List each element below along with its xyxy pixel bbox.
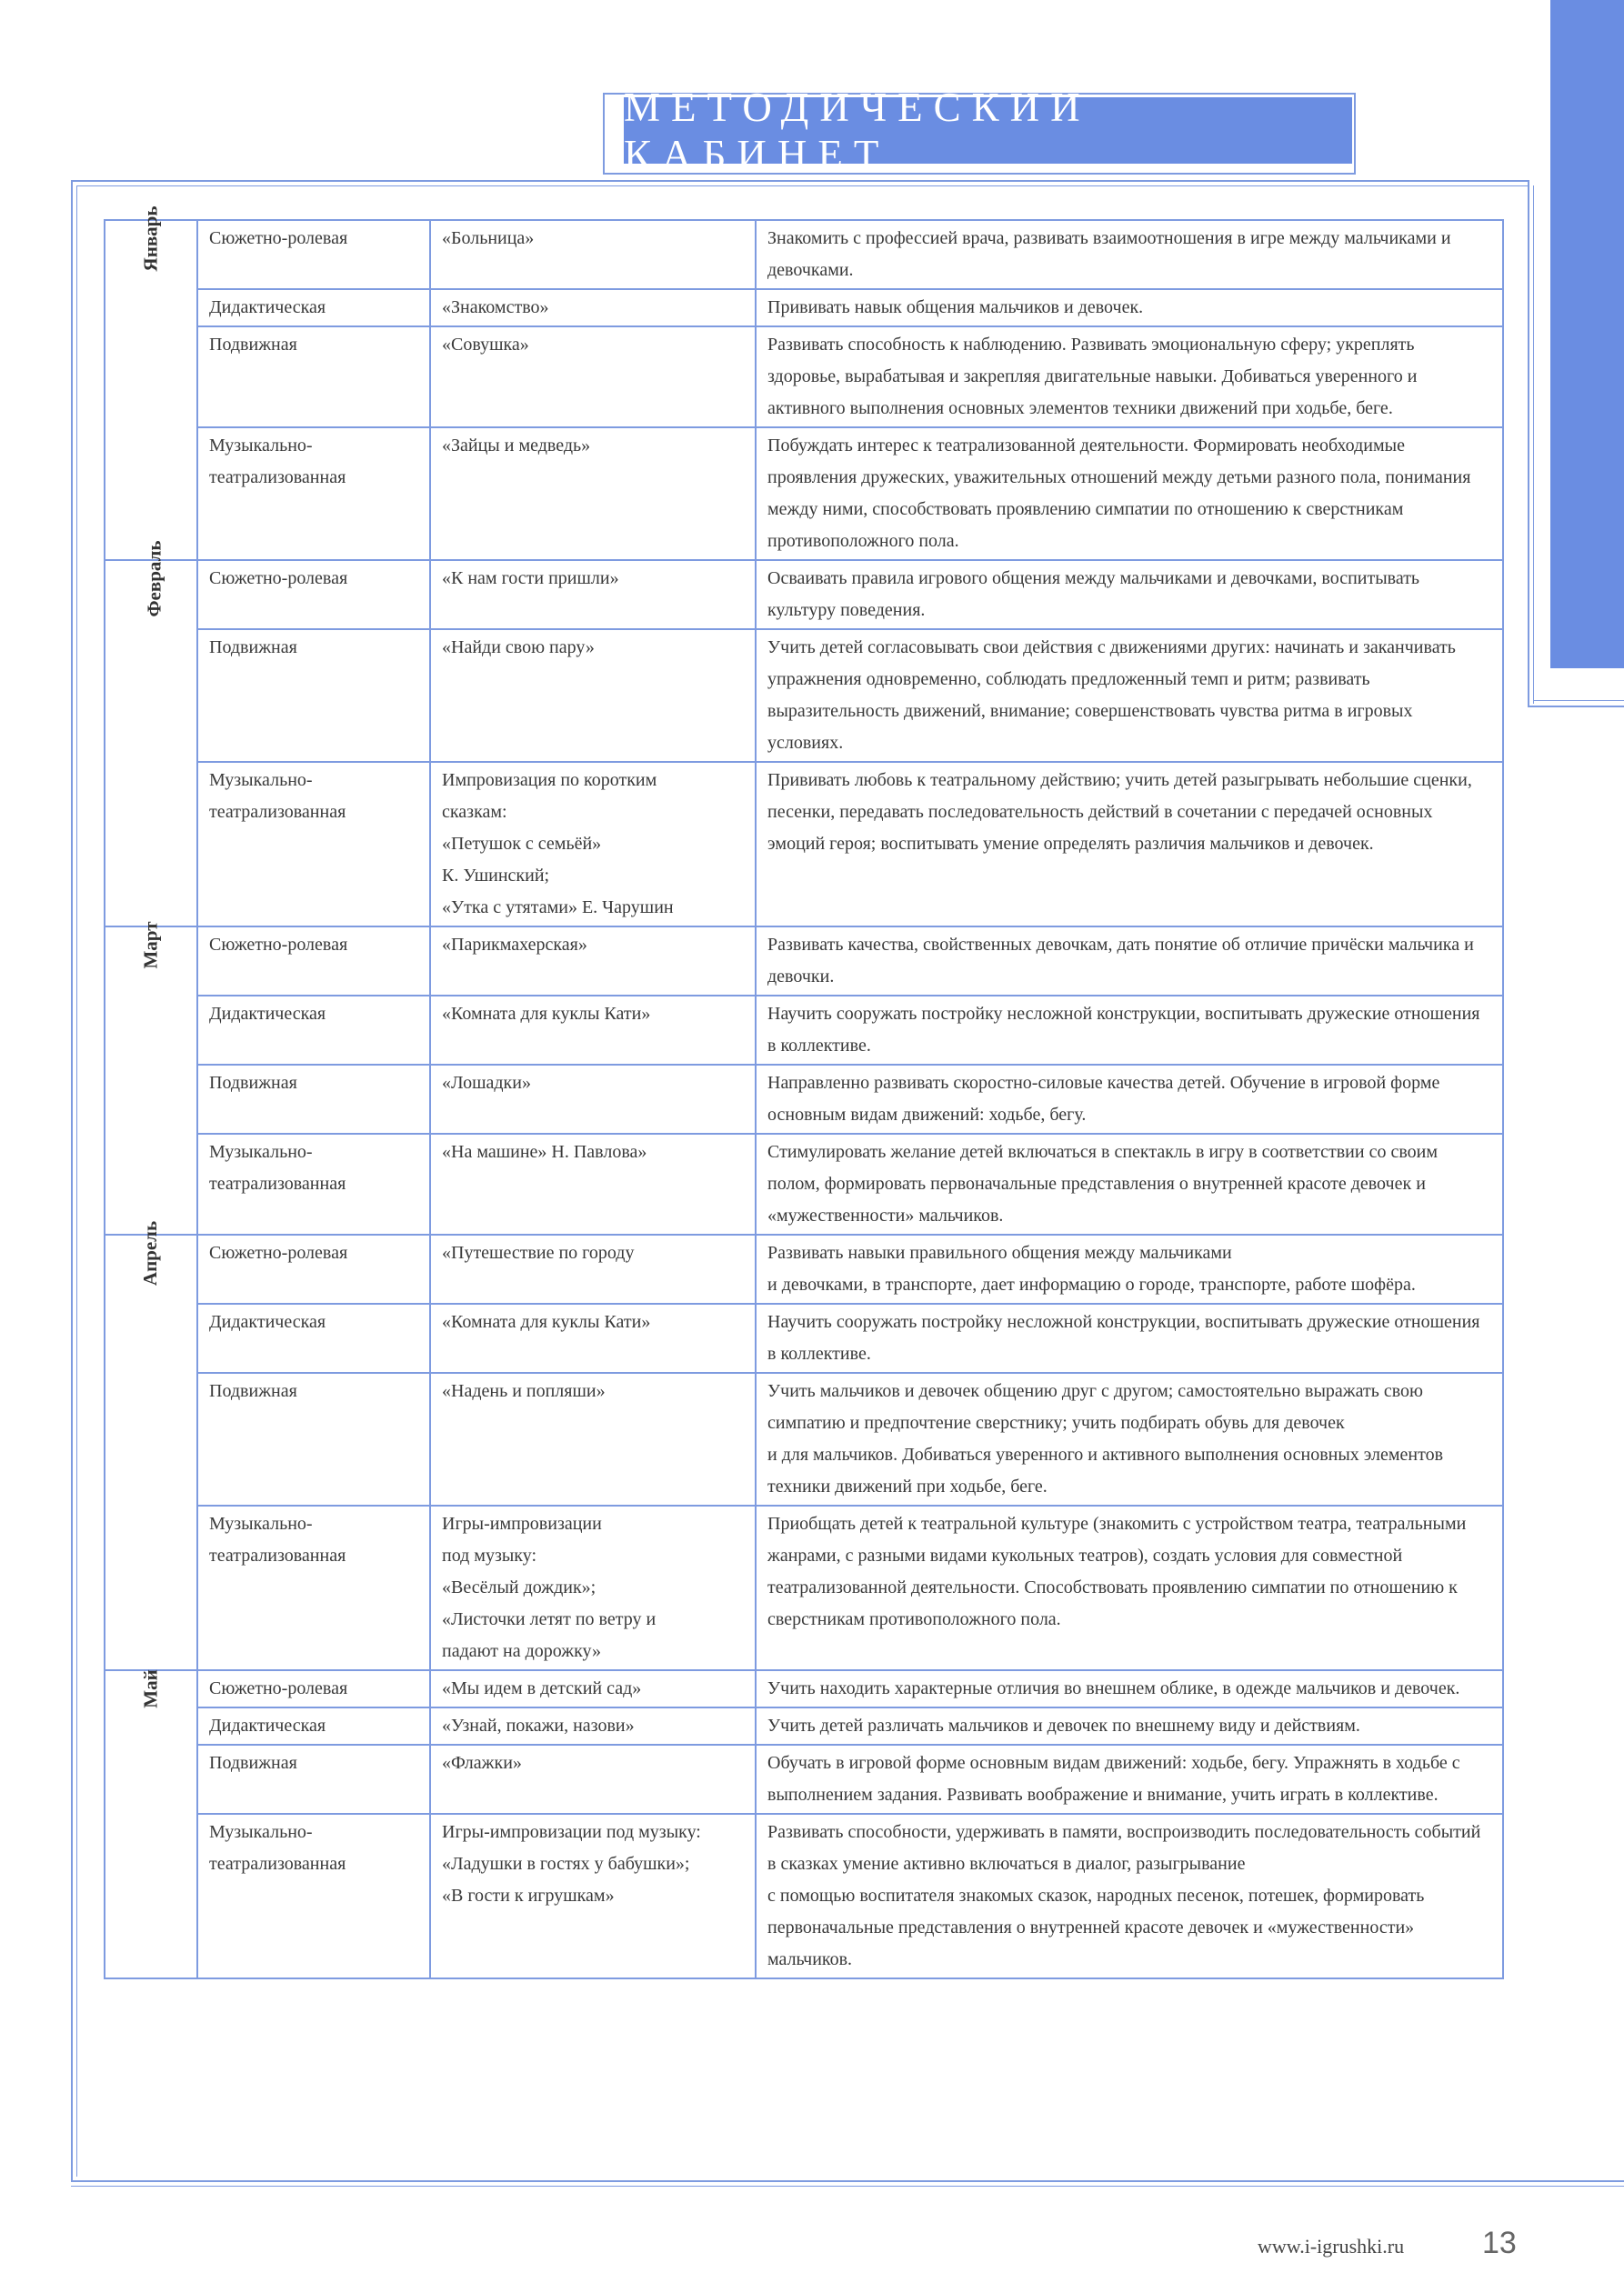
game-type-cell: Подвижная: [197, 1065, 430, 1134]
month-cell: [105, 205, 197, 560]
game-title-cell: «Совушка»: [430, 326, 756, 427]
game-goal-cell: Учить детей различать мальчиков и девочек по внешнему виду и действиям.: [756, 1707, 1503, 1745]
game-title-cell: «На машине» Н. Павлова»: [430, 1134, 756, 1235]
table-row: [105, 560, 1503, 629]
game-goal-cell: Развивать навыки правильного общения между мальчиками и девочками, в транспорте, дает информацию о городе, транспорте, работе шофёра.: [756, 1235, 1503, 1304]
table-row: [105, 1745, 1503, 1814]
month-cell: [105, 1220, 197, 1670]
game-type-cell: Подвижная: [197, 1745, 430, 1814]
game-goal-cell: Научить сооружать постройку несложной конструкции, воспитывать дружеские отношения в коллективе.: [756, 1304, 1503, 1373]
table-row: [105, 1506, 1503, 1670]
game-type-cell: Музыкально- театрализованная: [197, 1814, 430, 1978]
table-row: [105, 427, 1503, 560]
game-title-cell: «Комната для куклы Кати»: [430, 996, 756, 1065]
game-goal-cell: Обучать в игровой форме основным видам движений: ходьбе, бегу. Упражнять в ходьбе с выполнением задания. Развивать воображение и внимание, учить играть в коллективе.: [756, 1745, 1503, 1814]
table-row: [105, 326, 1503, 427]
game-title-cell: «Больница»: [430, 220, 756, 289]
game-title-cell: «Лошадки»: [430, 1065, 756, 1134]
game-type-cell: Дидактическая: [197, 1707, 430, 1745]
game-goal-cell: Прививать навык общения мальчиков и девочек.: [756, 289, 1503, 326]
side-accent-bar: [1550, 0, 1624, 668]
game-title-cell: Импровизация по коротким сказкам: «Петушок с семьёй» К. Ушинский; «Утка с утятами» Е. Чарушин: [430, 762, 756, 926]
frame-line-top: [71, 180, 1528, 182]
frame-line-right-inner: [1533, 185, 1534, 704]
table-row: [105, 996, 1503, 1065]
frame-line-right-foot-inner: [1533, 700, 1624, 701]
month-label: Февраль: [143, 540, 165, 617]
table-row: [105, 1134, 1503, 1235]
frame-line-bottom: [71, 2180, 1624, 2182]
game-goal-cell: Развивать способность к наблюдению. Развивать эмоциональную сферу; укреплять здоровье, вырабатывая и закрепляя двигательные навыки. Добиваться уверенного и активного выполнения основных элементов техники движений при ходьбе, беге.: [756, 326, 1503, 427]
month-label: Март: [139, 921, 162, 969]
game-title-cell: «Парикмахерская»: [430, 926, 756, 996]
game-type-cell: Дидактическая: [197, 289, 430, 326]
game-goal-cell: Побуждать интерес к театрализованной деятельности. Формировать необходимые проявления дружеских, уважительных отношений между детьми разного пола, понимания между ними, способствовать проявлению симпатии по отношению к сверстникам противоположного пола.: [756, 427, 1503, 560]
game-type-cell: Музыкально- театрализованная: [197, 1506, 430, 1670]
game-title-cell: «Надень и попляши»: [430, 1373, 756, 1506]
games-plan-table: [104, 205, 1504, 1979]
frame-line-right: [1528, 180, 1529, 707]
month-cell: [105, 540, 197, 926]
game-title-cell: «Путешествие по городу: [430, 1235, 756, 1304]
table-row: [105, 1670, 1503, 1707]
table-row: [105, 1814, 1503, 1978]
table-row: [105, 289, 1503, 326]
game-goal-cell: Научить сооружать постройку несложной конструкции, воспитывать дружеские отношения в коллективе.: [756, 996, 1503, 1065]
game-type-cell: Музыкально- театрализованная: [197, 1134, 430, 1235]
game-title-cell: Игры-импровизации под музыку: «Ладушки в гостях у бабушки»; «В гости к игрушкам»: [430, 1814, 756, 1978]
table-row: [105, 1065, 1503, 1134]
game-type-cell: Сюжетно-ролевая: [197, 1235, 430, 1304]
game-type-cell: Дидактическая: [197, 1304, 430, 1373]
frame-line-left-inner: [76, 185, 77, 2177]
game-goal-cell: Учить мальчиков и девочек общению друг с другом; самостоятельно выражать свою симпатию и предпочтение сверстнику; учить подбирать обувь для девочек и для мальчиков. Добиваться уверенного и активного выполнения основных элементов техники движений при ходьбе, беге.: [756, 1373, 1503, 1506]
month-cell: [105, 1670, 197, 1978]
game-title-cell: «К нам гости пришли»: [430, 560, 756, 629]
game-goal-cell: Развивать способности, удерживать в памяти, воспроизводить последовательность событий в сказках умение активно включаться в диалог, разыгрывание с помощью воспитателя знакомых сказок, народных песенок, потешек, формировать первоначальные представления о внутренней красоте девочек и «мужественности» мальчиков.: [756, 1814, 1503, 1978]
game-type-cell: Подвижная: [197, 326, 430, 427]
frame-line-left: [71, 180, 73, 2180]
game-title-cell: «Флажки»: [430, 1745, 756, 1814]
game-type-cell: Музыкально- театрализованная: [197, 762, 430, 926]
footer-url: www.i-igrushki.ru: [1258, 2235, 1405, 2258]
month-label: Май: [139, 1669, 162, 1708]
game-goal-cell: Приобщать детей к театральной культуре (знакомить с устройством театра, театральными жанрами, с разными видами кукольных театров), создать условия для совместной театрализованной деятельности. Способствовать проявлению симпатии по отношению к сверстникам противоположного пола.: [756, 1506, 1503, 1670]
game-goal-cell: Стимулировать желание детей включаться в спектакль в игру в соответствии со своим полом, формировать первоначальные представления о внутренней красоте девочек и «мужественности» мальчиков.: [756, 1134, 1503, 1235]
game-goal-cell: Направленно развивать скоростно-силовые качества детей. Обучение в игровой форме основным видам движений: ходьбе, бегу.: [756, 1065, 1503, 1134]
frame-line-bottom-inner: [71, 2186, 1624, 2187]
game-goal-cell: Осваивать правила игрового общения между мальчиками и девочками, воспитывать культуру поведения.: [756, 560, 1503, 629]
game-goal-cell: Прививать любовь к театральному действию; учить детей разыгрывать небольшие сценки, песенки, передавать последовательность действий в сочетании с передачей основных эмоций героя; воспитывать умение определять различия мальчиков и девочек.: [756, 762, 1503, 926]
game-goal-cell: Учить находить характерные отличия во внешнем облике, в одежде мальчиков и девочек.: [756, 1670, 1503, 1707]
page-title: МЕТОДИЧЕСКИЙ КАБИНЕТ: [624, 97, 1352, 164]
table-row: [105, 1373, 1503, 1506]
table-row: [105, 762, 1503, 926]
month-label: Январь: [139, 205, 162, 272]
month-label: Апрель: [139, 1220, 162, 1287]
table-row: [105, 1304, 1503, 1373]
game-type-cell: Дидактическая: [197, 996, 430, 1065]
month-cell: [105, 921, 197, 1235]
frame-line-right-foot: [1528, 706, 1624, 707]
game-type-cell: Сюжетно-ролевая: [197, 560, 430, 629]
game-type-cell: Музыкально- театрализованная: [197, 427, 430, 560]
game-type-cell: Сюжетно-ролевая: [197, 926, 430, 996]
table-row: [105, 629, 1503, 762]
game-goal-cell: Развивать качества, свойственных девочкам, дать понятие об отличие причёски мальчика и девочки.: [756, 926, 1503, 996]
game-type-cell: Подвижная: [197, 629, 430, 762]
table-row: [105, 220, 1503, 289]
table-row: [105, 1707, 1503, 1745]
game-goal-cell: Знакомить с профессией врача, развивать взаимоотношения в игре между мальчиками и девочками.: [756, 220, 1503, 289]
game-title-cell: «Мы идем в детский сад»: [430, 1670, 756, 1707]
game-title-cell: «Комната для куклы Кати»: [430, 1304, 756, 1373]
game-title-cell: «Узнай, покажи, назови»: [430, 1707, 756, 1745]
game-goal-cell: Учить детей согласовывать свои действия с движениями других: начинать и заканчивать упражнения одновременно, соблюдать предложенный темп и ритм; развивать выразительность движений, внимание; совершенствовать чувства ритма в игровых условиях.: [756, 629, 1503, 762]
game-type-cell: Сюжетно-ролевая: [197, 1670, 430, 1707]
page-number: 13: [1482, 2226, 1517, 2260]
table-row: [105, 1235, 1503, 1304]
game-title-cell: «Знакомство»: [430, 289, 756, 326]
game-type-cell: Сюжетно-ролевая: [197, 220, 430, 289]
game-title-cell: Игры-импровизации под музыку: «Весёлый дождик»; «Листочки летят по ветру и падают на дорожку»: [430, 1506, 756, 1670]
game-type-cell: Подвижная: [197, 1373, 430, 1506]
game-title-cell: «Найди свою пару»: [430, 629, 756, 762]
table-row: [105, 926, 1503, 996]
frame-line-top-inner: [76, 185, 1528, 186]
game-title-cell: «Зайцы и медведь»: [430, 427, 756, 560]
